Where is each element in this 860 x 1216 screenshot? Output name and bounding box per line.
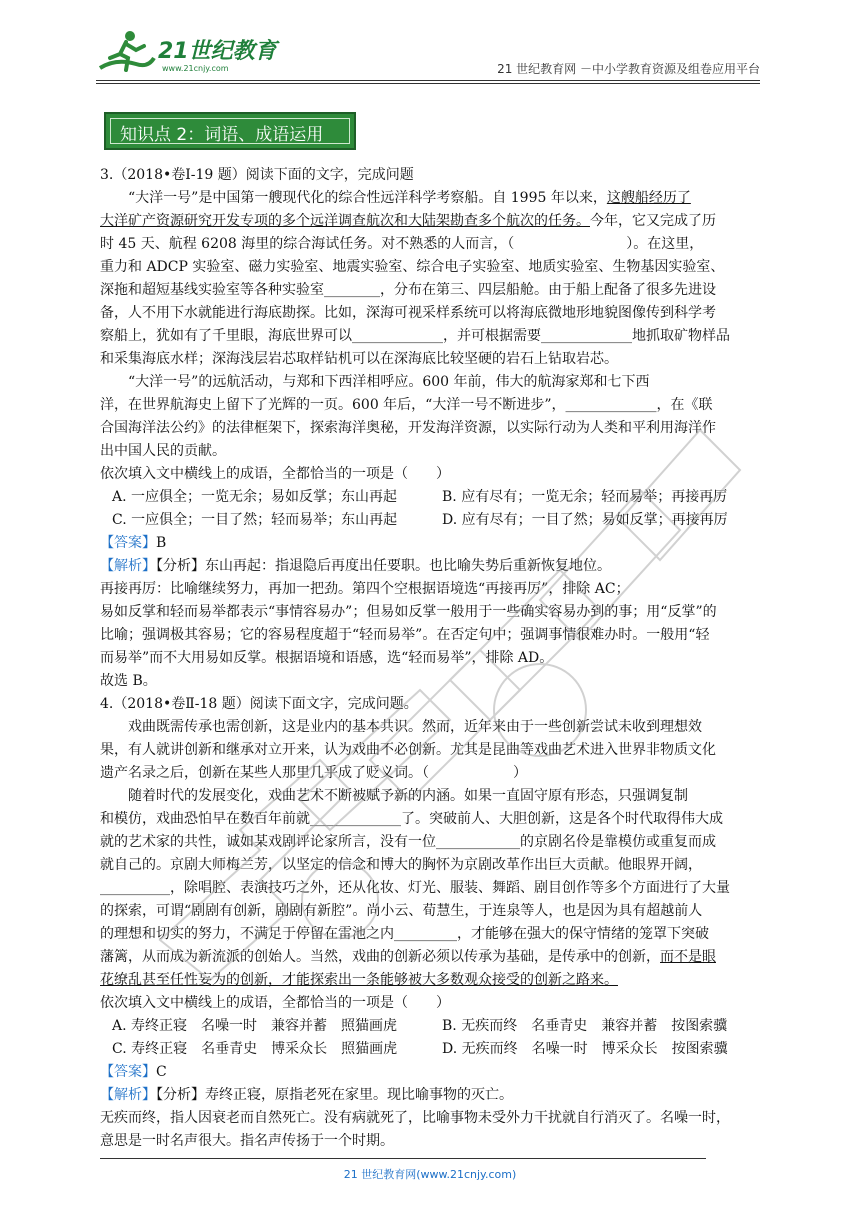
answer-value: C: [156, 1064, 167, 1080]
option-b: B. 无疾而终 名垂青史 兼容并蓄 按图索骥: [442, 1018, 728, 1034]
underlined-text: 这艘船经历了: [606, 190, 691, 206]
passage-line: 的探索，可谓“剧剧有创新，剧剧有新腔”。尚小云、荀慧生，于连泉等人，也是因为具有超越前人: [100, 903, 703, 919]
passage-line: 察船上，犹如有了千里眼，海底世界可以_____________，并可根据需要_____________地抓取矿物样品: [100, 328, 730, 344]
header-divider: [96, 83, 760, 84]
answer-tag: 【答案】: [100, 1064, 156, 1080]
options-row: [100, 486, 762, 509]
passage-line: 备，人不用下水就能进行海底勘探。比如，深海可视采样系统可以将海底微地形地貌图像传到科学考: [100, 305, 716, 321]
underlined-text: 而不是眼: [660, 949, 716, 965]
question-4-title: 4.（2018•卷Ⅱ-18 题）阅读下面文字，完成问题。: [100, 696, 418, 712]
passage-line: __________，除唱腔、表演技巧之外，还从化妆、灯光、服装、舞蹈、剧目创作等多个方面进行了大量: [100, 880, 730, 896]
option-d: D. 无疾而终 名噪一时 博采众长 按图索骥: [442, 1041, 728, 1057]
answer-line: [100, 532, 762, 555]
option-c: C. 寿终正寝 名垂青史 博采众长 照猫画虎: [112, 1041, 398, 1057]
document-body: [100, 164, 762, 1153]
passage-line: 和采集海底水样；深海浅层岩芯取样钻机可以在深海底比较坚硬的岩石上钻取岩芯。: [100, 351, 618, 367]
analysis-tag: 【解析】: [100, 1087, 156, 1103]
question-prompt: 依次填入文中横线上的成语，全都恰当的一项是（ ）: [100, 466, 450, 482]
passage-line: 合国海洋法公约》的法律框架下，探索海洋奥秘，开发海洋资源，以实际行动为人类和平利用海洋作: [100, 420, 716, 436]
runner-icon: [96, 28, 156, 76]
passage-line: 戏曲既需传承也需创新，这是业内的基本共识。然而，近年来由于一些创新尝试未收到理想效: [128, 719, 702, 735]
section-title: 知识点 2：词语、成语运用: [120, 125, 324, 145]
site-logo: [96, 28, 286, 78]
analysis-text: 而易举”而不大用易如反掌。根据语境和语感，选“轻而易举”，排除 AD。: [100, 650, 554, 666]
underlined-text: 大洋矿产资源研究开发专项的多个远洋调查航次和大陆架勘查多个航次的任务。: [100, 213, 590, 229]
analysis-text: 比喻；强调极其容易；它的容易程度超于“轻而易举”。在否定句中；强调事情很难办时。一般用“轻: [100, 627, 710, 643]
analysis-tag: 【解析】: [100, 558, 156, 574]
underlined-text: 花缭乱甚至任性妄为的创新，才能探索出一条能够被大多数观众接受的创新之路来。: [100, 972, 618, 988]
passage-line: 随着时代的发展变化，戏曲艺术不断被赋予新的内涵。如果一直固守原有形态，只强调复制: [128, 788, 688, 804]
option-b: B. 应有尽有；一览无余；轻而易举；再接再厉: [442, 489, 728, 505]
analysis-text: 故选 B。: [100, 673, 157, 689]
passage-line: 大洋矿产资源研究开发专项的多个远洋调查航次和大陆架勘查多个航次的任务。今年，它又完成了历: [100, 213, 716, 229]
passage-line: 就的艺术家的共性，诚如某戏剧评论家所言，没有一位____________的京剧名伶是靠模仿或重复而成: [100, 834, 716, 850]
passage-line: 的理想和切实的努力，不满足于停留在雷池之内_________，才能够在强大的保守情绪的笼罩下突破: [100, 926, 709, 942]
analysis-line: 【解析】【分析】东山再起：指退隐后再度出任要职。也比喻失势后重新恢复地位。: [100, 558, 611, 574]
question-prompt: 依次填入文中横线上的成语，全都恰当的一项是（ ）: [100, 995, 450, 1011]
passage-line: 深拖和超短基线实验室等各种实验室________，分布在第三、四层船舱。由于船上配备了很多先进设: [100, 282, 716, 298]
options-row: [100, 509, 762, 532]
passage-line: 洋，在世界航海史上留下了光辉的一页。600 年后，“大洋一号不断进步”，_____________，在《联: [100, 397, 713, 413]
section-heading-box: [104, 112, 356, 150]
analysis-line: 【解析】【分析】寿终正寝，原指老死在家里。现比喻事物的灭亡。: [100, 1087, 513, 1103]
answer-value: B: [156, 535, 167, 551]
logo-text: 21世纪教育: [158, 39, 277, 64]
footer-divider: [100, 1158, 706, 1159]
analysis-text: 易如反掌和轻而易举都表示“事情容易办”；但易如反掌一般用于一些确实容易办到的事；用“反掌”的: [100, 604, 717, 620]
analysis-text: 再接再厉：比喻继续努力，再加一把劲。第四个空根据语境选“再接再厉”，排除 AC；: [100, 581, 630, 597]
option-a: A. 一应俱全；一览无余；易如反掌；东山再起: [112, 489, 398, 505]
answer-tag: 【答案】: [100, 535, 156, 551]
option-d: D. 应有尽有；一目了然；易如反掌；再接再厉: [442, 512, 728, 528]
logo-url: www.21cnjy.com: [162, 64, 229, 73]
passage-line: 时 45 天、航程 6208 海里的综合海试任务。对不熟悉的人而言，（ ）。在这里，: [100, 236, 704, 252]
header-site-title: 21 世纪教育网 －中小学教育资源及组卷应用平台: [497, 62, 760, 76]
question-3-title: 3.（2018•卷Ⅰ-19 题）阅读下面的文字，完成问题: [100, 167, 414, 183]
options-row: [100, 1038, 762, 1061]
passage-line: “大洋一号”是中国第一艘现代化的综合性远洋科学考察船。自 1995 年以来，这艘船经历了: [128, 190, 691, 206]
passage-line: 和模仿，戏曲恐怕早在数百年前就_____________了。突破前人、大胆创新，这是各个时代取得伟大成: [100, 811, 723, 827]
option-c: C. 一应俱全；一目了然；轻而易举；东山再起: [112, 512, 398, 528]
passage-line: 就自己的。京剧大师梅兰芳，以坚定的信念和博大的胸怀为京剧改革作出巨大贡献。他眼界开阔，: [100, 857, 702, 873]
passage-line: 重力和 ADCP 实验室、磁力实验室、地震实验室、综合电子实验室、地质实验室、生物基因实验室、: [100, 259, 725, 275]
option-a: A. 寿终正寝 名噪一时 兼容并蓄 照猫画虎: [112, 1018, 398, 1034]
answer-line: [100, 1061, 762, 1084]
passage-line: 果，有人就讲创新和继承对立开来，认为戏曲不必创新。尤其是昆曲等戏曲艺术进入世界非物质文化: [100, 742, 716, 758]
passage-line: 出中国人民的贡献。: [100, 443, 226, 459]
passage-line: “大洋一号”的远航活动，与郑和下西洋相呼应。600 年前，伟大的航海家郑和七下西: [128, 374, 650, 390]
passage-line: 藩篱，从而成为新流派的创始人。当然，戏曲的创新必须以传承为基础，是传承中的创新，而不是眼: [100, 949, 716, 965]
analysis-text: 意思是一时名声很大。指名声传扬于一个时期。: [100, 1133, 394, 1149]
footer-site-link[interactable]: 21 世纪教育网(www.21cnjy.com): [343, 1168, 517, 1181]
passage-line: 遗产名录之后，创新在某些人那里几乎成了贬义词。（ ）: [100, 765, 527, 781]
header-divider: [96, 80, 760, 81]
page-header: [96, 28, 760, 80]
analysis-text: 无疾而终，指人因衰老而自然死亡。没有病就死了，比喻事物未受外力干扰就自行消灭了。名噪一时，: [100, 1110, 730, 1126]
options-row: [100, 1015, 762, 1038]
